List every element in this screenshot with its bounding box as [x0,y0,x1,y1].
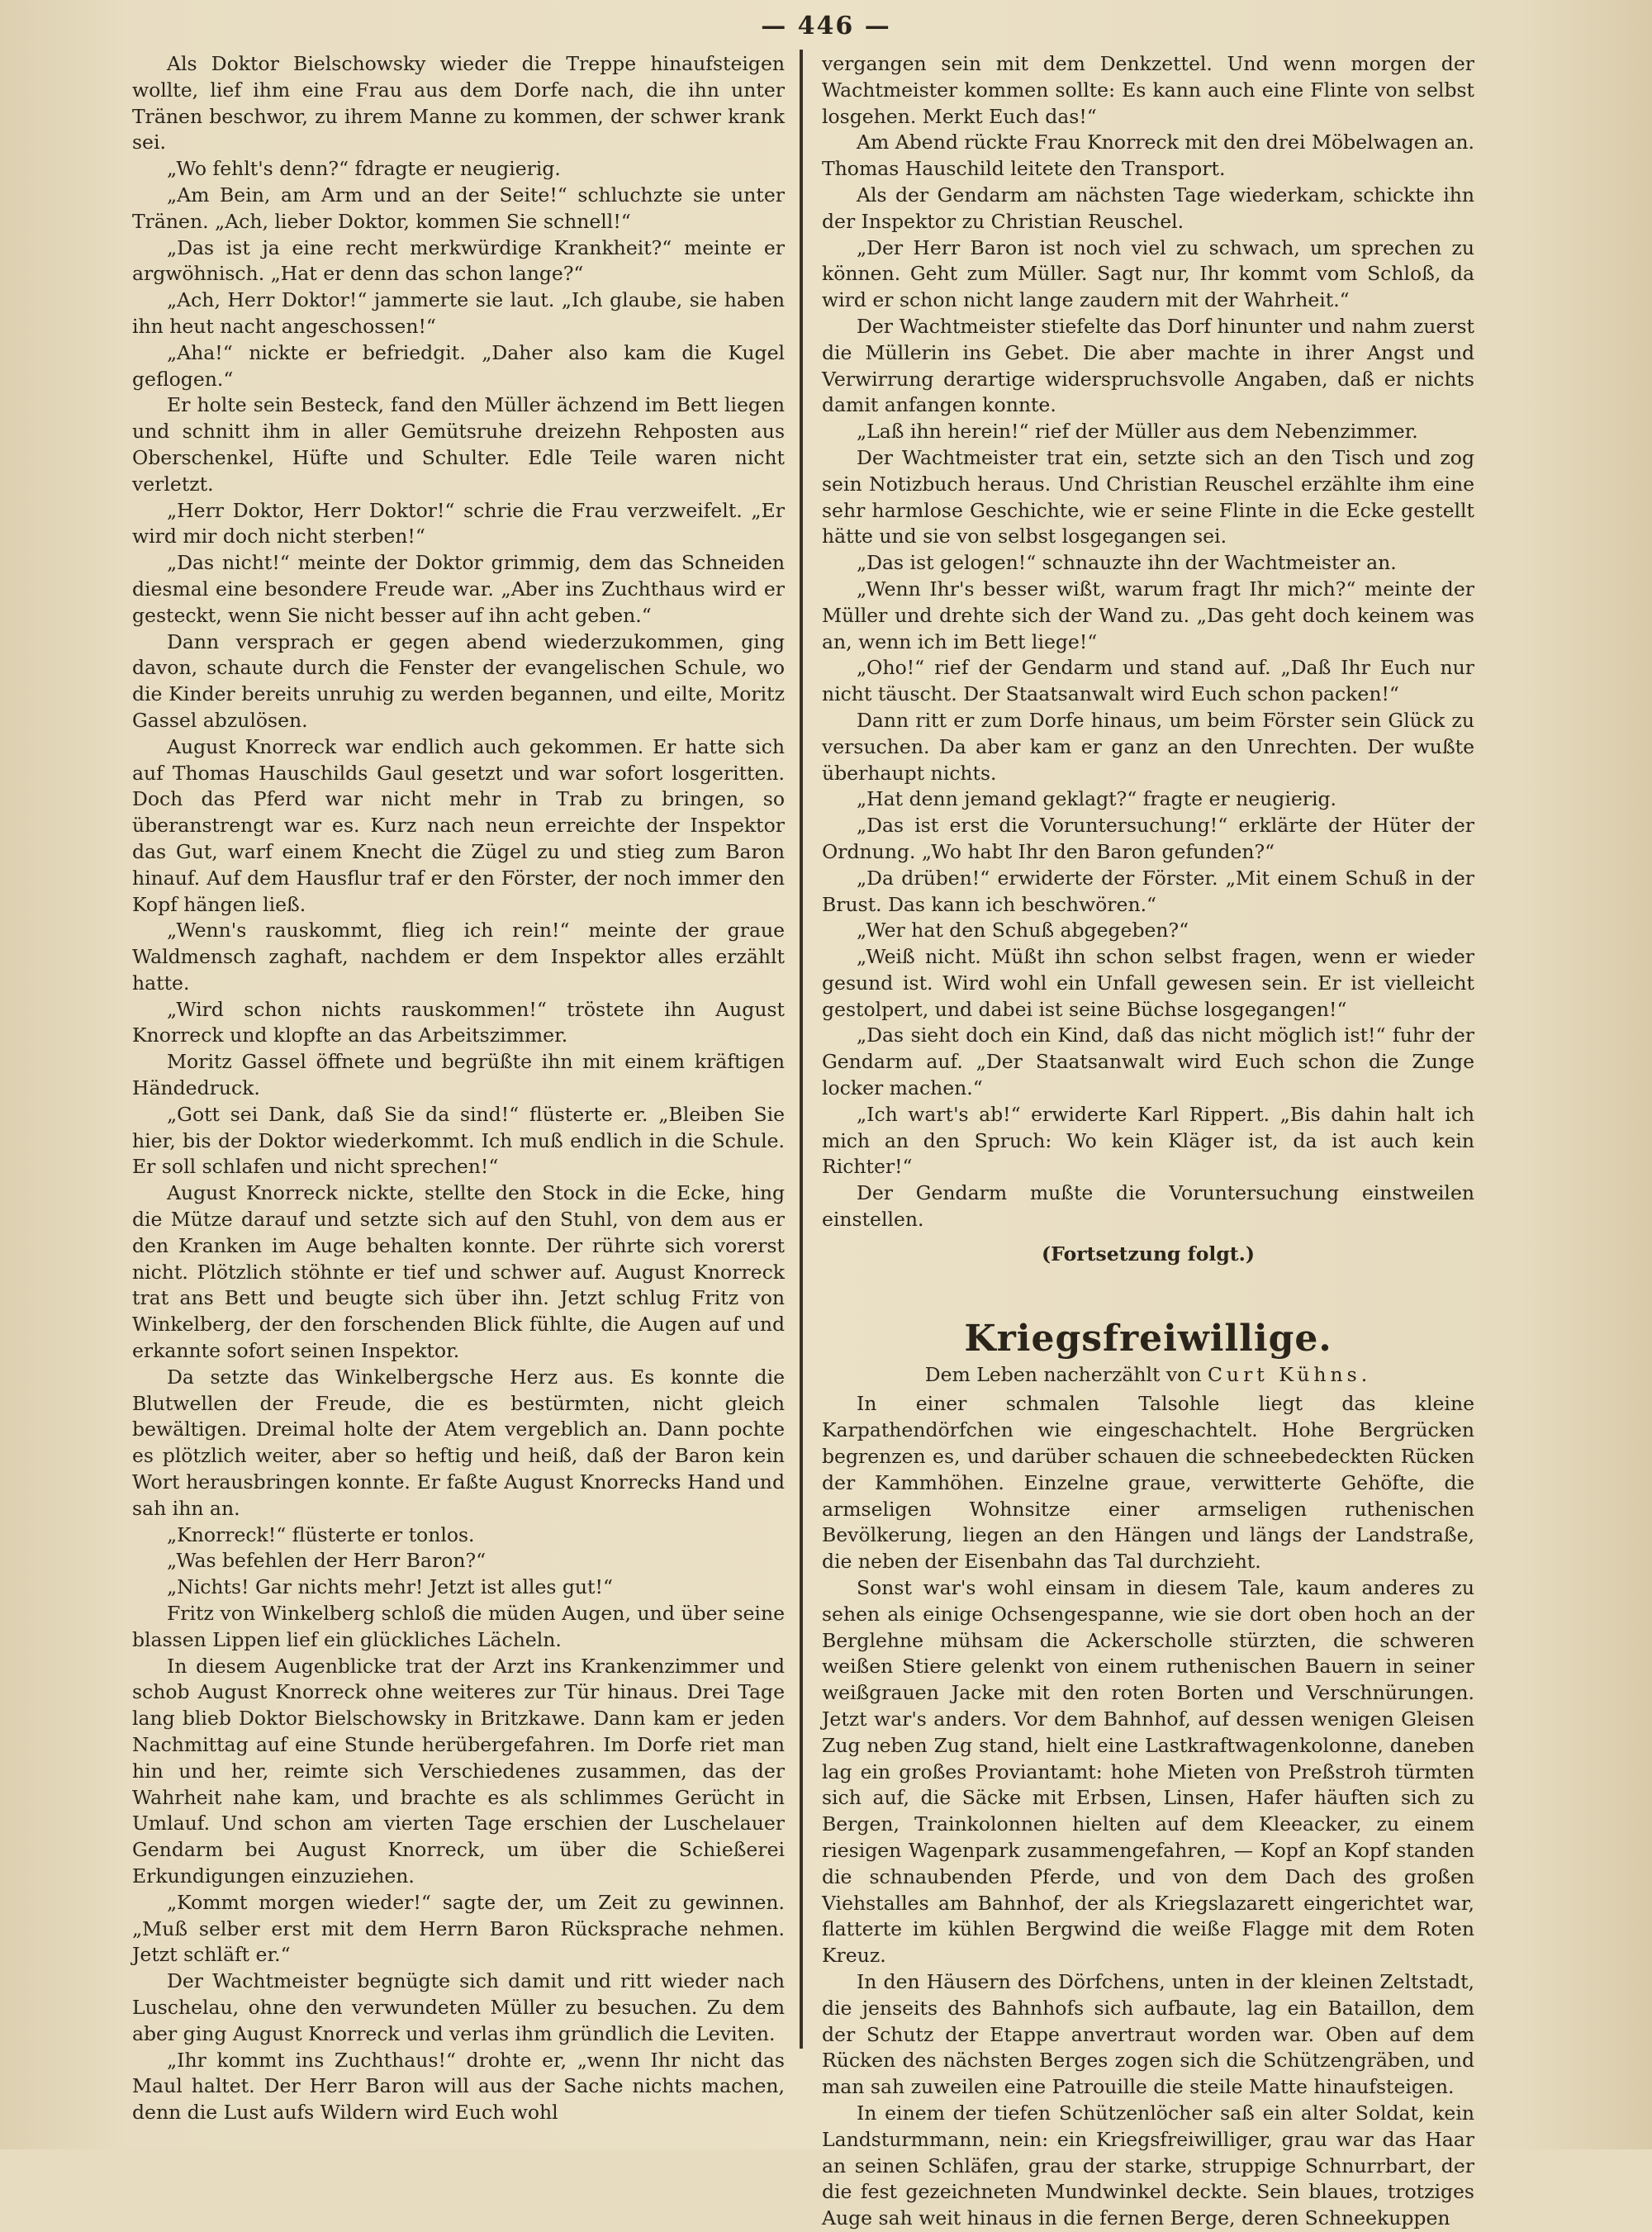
story-continuation [822,51,1474,1233]
paragraph: „Hat denn jemand geklagt?“ fragte er neugierig. [857,787,1337,811]
paragraph: „Das ist gelogen!“ schnauzte ihn der Wachtmeister an. [857,551,1397,575]
paragraph: „Aha!“ nickte er befriedgit. „Daher also kam die Kugel geflogen.“ [132,340,785,391]
article-paragraph: Sonst war's wohl einsam in diesem Tale, kaum anderes zu sehen als einige Ochsengespanne, wie sie dort oben hoch an der Berglehne mühsam die Ackerscholle stürzten, die schweren weißen Stiere gelenkt von einem ruthenischen Bauern in seiner weißgrauen Jacke mit den roten Borten und Verschnürungen. Jetzt war's anders. Vor dem Bahnhof, auf dessen wenigen Gleisen Zug neben Zug stand, hielt eine Lastkraftwagenkolonne, daneben lag ein großes Proviantamt: hohe Mieten von Preßstroh türmten sich auf, die Säcke mit Erbsen, Linsen, Hafer häuften sich zu Bergen, Trainkolonnen hielten auf dem Kleeacker, zu einem riesigen Wagenpark zusammengefahren, — Kopf an Kopf standen die schnaubenden Pferde, und von dem Dach des großen Viehstalles am Bahnhof, der als Kriegslazarett eingerichtet war, flatterte im kühlen Bergwind die weiße Flagge mit dem Roten Kreuz. [822,1576,1474,1968]
paragraph: „Das ist erst die Voruntersuchung!“ erklärte der Hüter der Ordnung. „Wo habt Ihr den Baron gefunden?“ [822,814,1474,863]
paragraph: Der Wachtmeister trat ein, setzte sich an den Tisch und zog sein Notizbuch heraus. Und Christian Reuschel erzählte ihm eine sehr harmlose Geschichte, wie er seine Flinte in die Ecke gestellt hätte und sie von selbst losgegangen sei. [822,445,1474,549]
paragraph: Der Wachtmeister begnügte sich damit und ritt wieder nach Luschelau, ohne den verwundeten Müller zu besuchen. Zu dem aber ging August Knorreck und verlas ihm gründlich die Leviten. [132,1969,785,2045]
right-column [822,51,1474,2230]
paragraph: „Was befehlen der Herr Baron?“ [167,1549,487,1573]
paragraph: „Ich wart's ab!“ erwiderte Karl Rippert. „Bis dahin halt ich mich an den Spruch: Wo kein Kläger ist, da ist auch kein Richter!“ [822,1102,1474,1179]
paragraph: „Wenn's rauskommt, flieg ich rein!“ meinte der graue Waldmensch zaghaft, nachdem er dem Inspektor alles erzählt hatte. [132,919,785,995]
paragraph: Dann versprach er gegen abend wiederzukommen, ging davon, schaute durch die Fenster der evangelischen Schule, wo die Kinder bereits unruhig zu werden begannen, und eilte, Moritz Gassel abzulösen. [132,629,785,732]
paragraph: August Knorreck war endlich auch gekommen. Er hatte sich auf Thomas Hauschilds Gaul gesetzt und war sofort losgeritten. Doch das Pferd war nicht mehr in Trab zu bringen, so überanstrengt war es. Kurz nach neun erreichte der Inspektor das Gut, warf einem Knecht die Zügel zu und stieg zum Baron hinauf. Auf dem Hausflur traf er den Förster, der noch immer den Kopf hängen ließ. [132,734,785,916]
paragraph: vergangen sein mit dem Denkzettel. Und wenn morgen der Wachtmeister kommen sollte: Es kann auch eine Flinte von selbst losgehen. Merkt Euch das!“ [822,52,1474,128]
paragraph: „Da drüben!“ erwiderte der Förster. „Mit einem Schuß in der Brust. Das kann ich beschwören.“ [822,866,1474,916]
paragraph: Der Wachtmeister stiefelte das Dorf hinunter und nahm zuerst die Müllerin ins Gebet. Die aber machte in ihrer Angst und Verwirrung derartige widerspruchsvolle Angaben, daß er nichts damit anfangen konnte. [822,314,1474,417]
paragraph: „Gott sei Dank, daß Sie da sind!“ flüsterte er. „Bleiben Sie hier, bis der Doktor wiederkommt. Ich muß endlich in die Schule. Er soll schlafen und nicht sprechen!“ [132,1102,785,1179]
paragraph: Am Abend rückte Frau Knorreck mit den drei Möbelwagen an. Thomas Hauschild leitete den Transport. [822,131,1474,181]
paragraph: „Wenn Ihr's besser wißt, warum fragt Ihr mich?“ meinte der Müller und drehte sich der Wand zu. „Das geht doch keinem was an, wenn ich im Bett liege!“ [822,577,1474,653]
article-paragraph: In einer schmalen Talsohle liegt das kleine Karpathendörfchen wie eingeschachtelt. Hohe Bergrücken begrenzen es, und darüber schauen die schneebedeckten Rücken der Kammhöhen. Einzelne graue, verwitterte Gehöfte, die armseligen Wohnsitze einer armseligen ruthenischen Bevölkerung, liegen an den Hängen und längs der Landstraße, die neben der Eisenbahn das Tal durchzieht. [822,1392,1474,1574]
paragraph: Fritz von Winkelberg schloß die müden Augen, und über seine blassen Lippen lief ein glückliches Lächeln. [132,1602,785,1651]
paragraph: „Ach, Herr Doktor!“ jammerte sie laut. „Ich glaube, sie haben ihn heut nacht angeschossen!“ [132,288,785,338]
paragraph: „Knorreck!“ flüsterte er tonlos. [167,1522,475,1546]
paragraph: August Knorreck nickte, stellte den Stock in die Ecke, hing die Mütze darauf und setzte sich auf den Stuhl, von dem aus er den Kranken im Auge behalten konnte. Der rührte sich vorerst nicht. Plötzlich stöhnte er tief und schwer auf. August Knorreck trat ans Bett und beugte sich über ihn. Jetzt schlug Fritz von Winkelberg, der den forschenden Blick fühlte, die Augen auf und erkannte sofort seinen Inspektor. [132,1181,785,1363]
paragraph: „Herr Doktor, Herr Doktor!“ schrie die Frau verzweifelt. „Er wird mir doch nicht sterben!“ [132,498,785,549]
paragraph: „Der Herr Baron ist noch viel zu schwach, um sprechen zu können. Geht zum Müller. Sagt nur, Ihr kommt vom Schloß, da wird er schon nicht lange zaudern mit der Wahrheit.“ [822,235,1474,312]
paragraph: „Das nicht!“ meinte der Doktor grimmig, dem das Schneiden diesmal eine besondere Freude war. „Aber ins Zuchthaus wird er gesteckt, wenn Sie nicht besser auf ihn acht geben.“ [132,551,785,627]
article-paragraph: In den Häusern des Dörfchens, unten in der kleinen Zeltstadt, die jenseits des Bahnhofs sich aufbaute, lag ein Bataillon, dem der Schutz der Etappe anvertraut worden war. Oben auf dem Rücken des nächsten Berges zogen sich die Schützengräben, und man sah zuweilen eine Patrouille die steile Matte hinaufsteigen. [822,1969,1474,2099]
paragraph: In diesem Augenblicke trat der Arzt ins Krankenzimmer und schob August Knorreck ohne weiteres zur Tür hinaus. Drei Tage lang blieb Doktor Bielschowsky in Britzkawe. Dann kam er jeden Nachmittag auf eine Stunde herübergefahren. Im Dorfe riet man hin und her, reimte sich Verschiedenes zusammen, das der Wahrheit nahe kam, und brachte es als schlimmes Gerücht in Umlauf. Und schon am vierten Tage erschien der Luschelauer Gendarm bei August Knorreck, um über die Schießerei Erkundigungen einzuziehen. [132,1654,785,1888]
paragraph: Dann ritt er zum Dorfe hinaus, um beim Förster sein Glück zu versuchen. Da aber kam er ganz an den Unrechten. Der wußte überhaupt nichts. [822,708,1474,785]
paragraph: „Wer hat den Schuß abgegeben?“ [857,919,1189,943]
byline-prefix: Dem Leben nacherzählt von [924,1362,1202,1386]
paragraph: „Weiß nicht. Müßt ihn schon selbst fragen, wenn er wieder gesund ist. Wird wohl ein Unfall gewesen sein. Er ist vielleicht gestolpert, und dabei ist seine Büchse losgegangen!“ [822,945,1474,1021]
left-column [132,51,785,2125]
paragraph: Als der Gendarm am nächsten Tage wiederkam, schickte ihn der Inspektor zu Christian Reuschel. [822,183,1474,233]
paragraph: Als Doktor Bielschowsky wieder die Treppe hinaufsteigen wollte, lief ihm eine Frau aus dem Dorfe nach, die ihn unter Tränen beschwor, zu ihrem Manne zu kommen, der schwer krank sei. [132,52,785,154]
paragraph: „Laß ihn herein!“ rief der Müller aus dem Nebenzimmer. [857,420,1418,444]
paragraph: „Wo fehlt's denn?“ fdragte er neugierig. [167,157,561,181]
article-paragraph: In einem der tiefen Schützenlöcher saß ein alter Soldat, kein Landsturmmann, nein: ein Kriegsfreiwilliger, grau war das Haar an seinen Schläfen, grau der starke, struppige Schnurrbart, der die fest gezeichneten Mundwinkel deckte. Sein blaues, trotziges Auge sah weit hinaus in die fernen Berge, deren Schneekuppen [822,2101,1474,2230]
article-author: Curt Kühns. [1207,1362,1372,1386]
paragraph: Moritz Gassel öffnete und begrüßte ihn mit einem kräftigen Händedruck. [132,1050,785,1100]
paragraph: „Oho!“ rief der Gendarm und stand auf. „Daß Ihr Euch nur nicht täuscht. Der Staatsanwalt wird Euch schon packen!“ [822,656,1474,706]
page-number: — 446 — [761,12,891,40]
column-divider [800,50,803,2049]
paragraph: „Nichts! Gar nichts mehr! Jetzt ist alles gut!“ [167,1575,613,1599]
paragraph: „Wird schon nichts rauskommen!“ tröstete ihn August Knorreck und klopfte an das Arbeitszimmer. [132,997,785,1047]
paragraph: „Das ist ja eine recht merkwürdige Krankheit?“ meinte er argwöhnisch. „Hat er denn das schon lange?“ [132,235,785,286]
paragraph: „Ihr kommt ins Zuchthaus!“ drohte er, „wenn Ihr nicht das Maul haltet. Der Herr Baron will aus der Sache nichts machen, denn die Lust aufs Wildern wird Euch wohl [132,2048,785,2125]
paragraph: Da setzte das Winkelbergsche Herz aus. Es konnte die Blutwellen der Freude, die es bestürmten, nicht gleich bewältigen. Dreimal holte der Atem vergeblich an. Dann pochte es plötzlich weiter, aber so heftig und heiß, daß der Baron kein Wort herausbringen konnte. Er faßte August Knorrecks Hand und sah ihn an. [132,1365,785,1520]
paragraph: „Das sieht doch ein Kind, daß das nicht möglich ist!“ fuhr der Gendarm auf. „Der Staatsanwalt wird Euch schon die Zunge locker machen.“ [822,1023,1474,1100]
article-title: Kriegsfreiwillige. [964,1317,1332,1360]
paragraph: Der Gendarm mußte die Voruntersuchung einstweilen einstellen. [822,1181,1474,1232]
paragraph: „Kommt morgen wieder!“ sagte der, um Zeit zu gewinnen. „Muß selber erst mit dem Herrn Baron Rücksprache nehmen. Jetzt schläft er.“ [132,1890,785,1967]
paragraph: Er holte sein Besteck, fand den Müller ächzend im Bett liegen und schnitt ihm in aller Gemütsruhe dreizehn Rehposten aus Oberschenkel, Hüfte und Schulter. Edle Teile waren nicht verletzt. [132,393,785,496]
article-byline [822,1362,1474,1389]
continuation-note: (Fortsetzung folgt.) [1042,1242,1255,1266]
paragraph: „Am Bein, am Arm und an der Seite!“ schluchzte sie unter Tränen. „Ach, lieber Doktor, kommen Sie schnell!“ [132,183,785,233]
article-body [822,1391,1474,2232]
